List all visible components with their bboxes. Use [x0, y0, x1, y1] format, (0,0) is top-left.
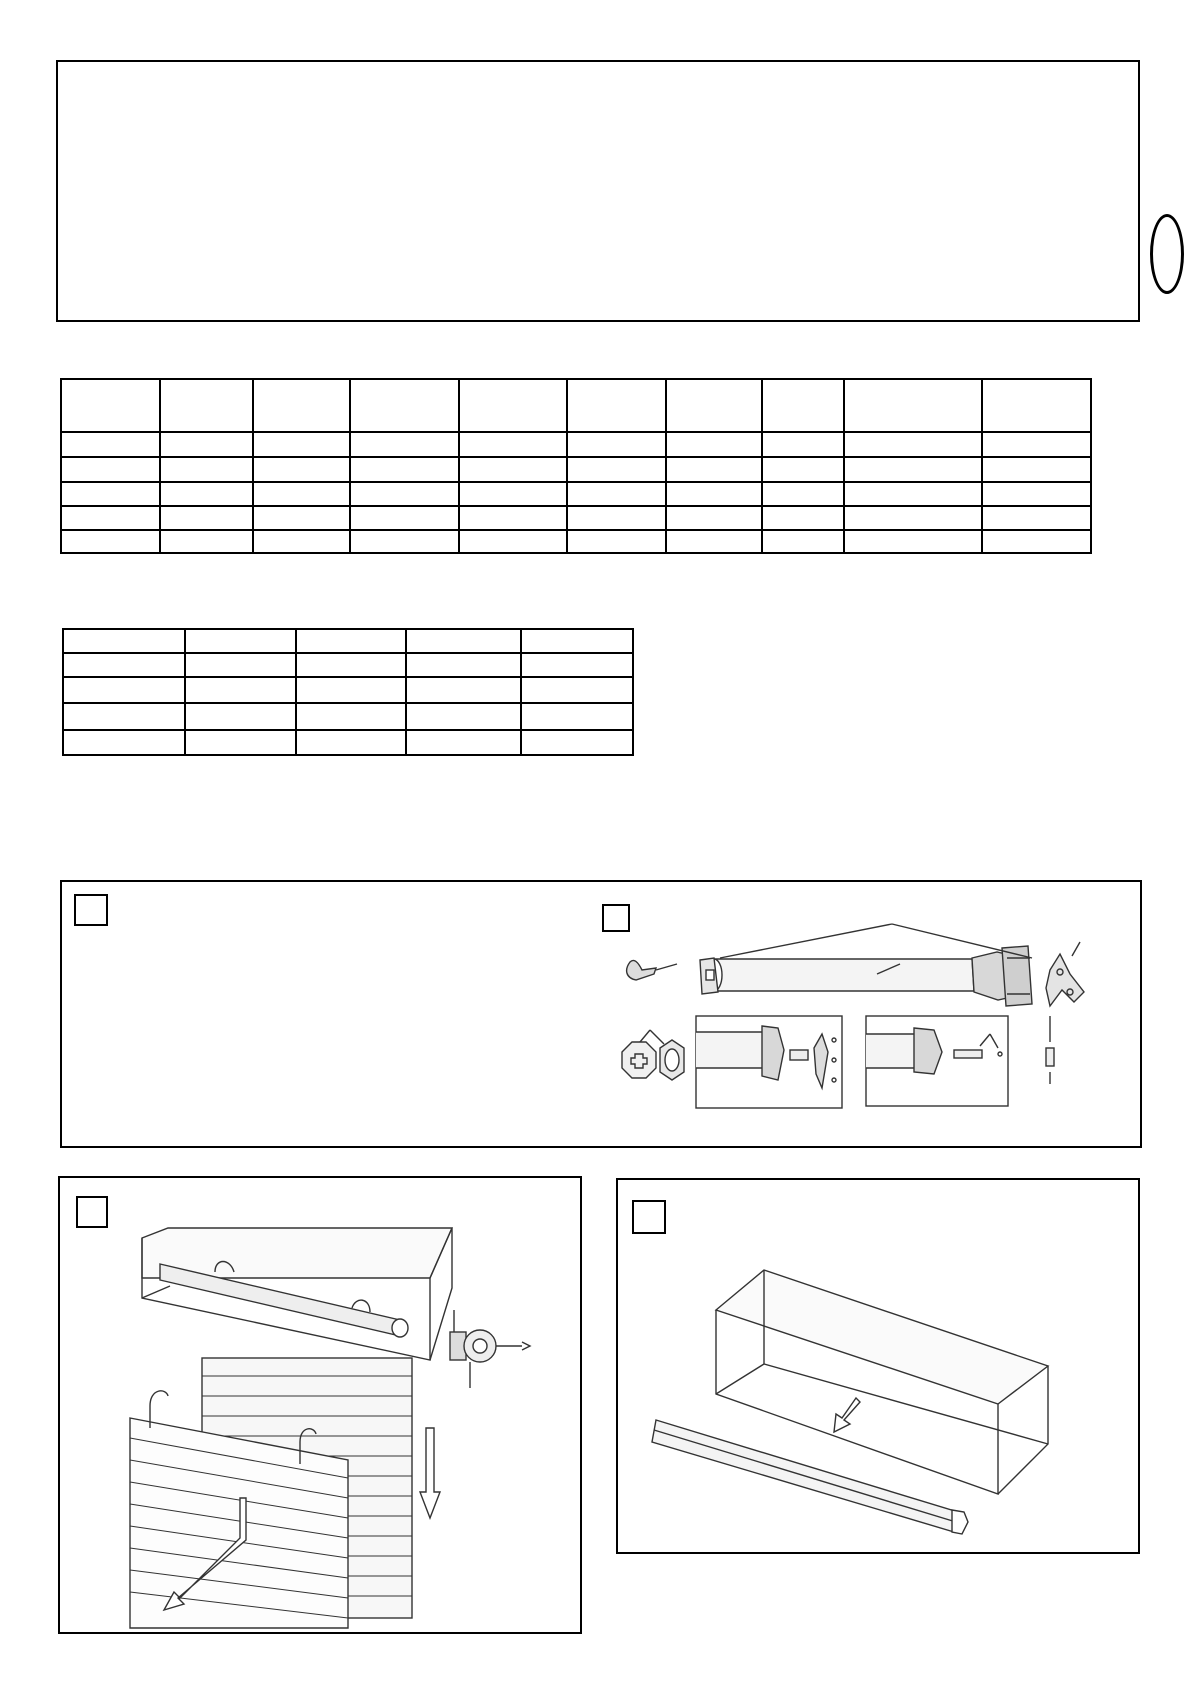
- table-cell: [666, 457, 762, 482]
- table-cell: [296, 629, 406, 653]
- table-cell: [350, 482, 459, 506]
- table-cell: [350, 432, 459, 457]
- table-cell: [406, 629, 521, 653]
- table-row: [63, 629, 633, 653]
- table-cell: [63, 730, 185, 755]
- table-cell: [982, 379, 1091, 432]
- table-cell: [350, 506, 459, 530]
- table-cell: [61, 530, 160, 553]
- table-row: [61, 530, 1091, 553]
- table-cell: [844, 379, 982, 432]
- figure-panel-step-3: [58, 1176, 582, 1634]
- table-cell: [521, 677, 633, 703]
- table-cell: [61, 457, 160, 482]
- table-cell: [253, 432, 350, 457]
- table-cell: [982, 506, 1091, 530]
- table-cell: [61, 506, 160, 530]
- table-cell: [459, 482, 567, 506]
- table-cell: [844, 482, 982, 506]
- table-cell: [253, 379, 350, 432]
- language-badge: [1150, 214, 1184, 294]
- table-cell: [459, 432, 567, 457]
- table-cell: [666, 432, 762, 457]
- table-cell: [459, 379, 567, 432]
- table-cell: [567, 506, 666, 530]
- table-cell: [253, 457, 350, 482]
- table-cell: [406, 677, 521, 703]
- table-cell: [63, 653, 185, 677]
- table-cell: [982, 530, 1091, 553]
- table-row: [61, 482, 1091, 506]
- table-cell: [844, 506, 982, 530]
- table-cell: [185, 730, 296, 755]
- secondary-table: [62, 628, 634, 756]
- table-cell: [350, 530, 459, 553]
- table-cell: [459, 530, 567, 553]
- table-cell: [459, 506, 567, 530]
- table-cell: [296, 730, 406, 755]
- table-cell: [63, 703, 185, 730]
- table-cell: [61, 379, 160, 432]
- header-box: [56, 60, 1140, 322]
- table-row: [61, 457, 1091, 482]
- table-cell: [160, 432, 253, 457]
- table-cell: [521, 730, 633, 755]
- table-cell: [982, 482, 1091, 506]
- spec-table: [60, 378, 1092, 554]
- table-cell: [521, 703, 633, 730]
- table-cell: [253, 506, 350, 530]
- table-cell: [567, 379, 666, 432]
- table-cell: [160, 506, 253, 530]
- table-cell: [521, 653, 633, 677]
- table-cell: [567, 482, 666, 506]
- motor-assembly-drawing: [602, 912, 1132, 1132]
- table-cell: [666, 530, 762, 553]
- table-cell: [185, 653, 296, 677]
- step-1-box: [74, 894, 108, 926]
- step-4-box: [632, 1200, 666, 1234]
- table-cell: [296, 703, 406, 730]
- tube-removal-drawing: [648, 1270, 1118, 1540]
- table-cell: [666, 482, 762, 506]
- table-cell: [406, 703, 521, 730]
- table-cell: [61, 432, 160, 457]
- table-cell: [61, 482, 160, 506]
- figure-panel-step-4: [616, 1178, 1140, 1554]
- figure-panel-steps-1-2: [60, 880, 1142, 1148]
- table-cell: [762, 506, 844, 530]
- table-cell: [982, 457, 1091, 482]
- shutter-installation-drawing: [130, 1228, 550, 1628]
- table-cell: [567, 432, 666, 457]
- table-row: [61, 432, 1091, 457]
- step-3-box: [76, 1196, 108, 1228]
- table-cell: [63, 629, 185, 653]
- table-cell: [982, 432, 1091, 457]
- table-cell: [762, 457, 844, 482]
- table-cell: [521, 629, 633, 653]
- table-cell: [185, 629, 296, 653]
- table-cell: [160, 530, 253, 553]
- table-cell: [406, 653, 521, 677]
- table-cell: [762, 482, 844, 506]
- table-cell: [185, 703, 296, 730]
- table-row: [61, 506, 1091, 530]
- table-cell: [350, 379, 459, 432]
- table-cell: [762, 432, 844, 457]
- table-cell: [406, 730, 521, 755]
- table-cell: [350, 457, 459, 482]
- table-row: [63, 730, 633, 755]
- table-row: [63, 703, 633, 730]
- table-cell: [63, 677, 185, 703]
- table-row: [63, 653, 633, 677]
- table-cell: [160, 457, 253, 482]
- table-cell: [296, 653, 406, 677]
- table-cell: [666, 506, 762, 530]
- table-cell: [185, 677, 296, 703]
- spec-table-header-row: [61, 379, 1091, 432]
- table-cell: [253, 482, 350, 506]
- table-cell: [459, 457, 567, 482]
- table-cell: [666, 379, 762, 432]
- table-cell: [762, 530, 844, 553]
- table-cell: [160, 379, 253, 432]
- table-cell: [844, 432, 982, 457]
- table-cell: [567, 457, 666, 482]
- table-cell: [160, 482, 253, 506]
- table-cell: [844, 530, 982, 553]
- table-cell: [762, 379, 844, 432]
- table-row: [63, 677, 633, 703]
- table-cell: [844, 457, 982, 482]
- table-cell: [253, 530, 350, 553]
- table-cell: [296, 677, 406, 703]
- table-cell: [567, 530, 666, 553]
